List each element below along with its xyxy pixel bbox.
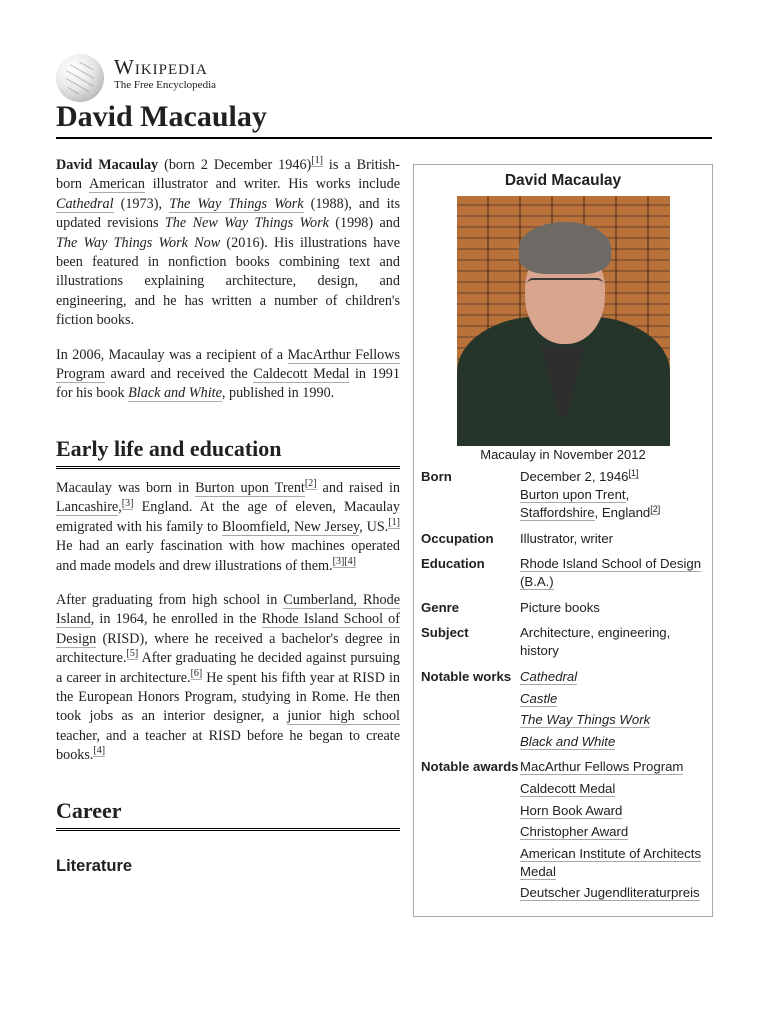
body-text: , in 1964, he enrolled in the: [90, 611, 262, 628]
infobox-row-subject: [421, 624, 705, 664]
site-wordmark[interactable]: [114, 56, 216, 91]
award-link[interactable]: Horn Book Award: [520, 802, 623, 818]
link-text: Cathedral: [520, 668, 578, 684]
reference-link[interactable]: [2]: [650, 503, 661, 514]
link-macarthur[interactable]: MacArthur Fellows Program: [56, 346, 400, 383]
intro-text: (1973),: [113, 195, 170, 212]
infobox-label: Subject: [421, 625, 469, 641]
link-burton-upon-trent[interactable]: Burton upon Trent: [520, 487, 626, 502]
award-link[interactable]: American Institute of Architects Medal: [520, 845, 702, 879]
occupation-value: Illustrator, writer: [520, 530, 614, 546]
infobox-value: [520, 530, 705, 552]
intro-text: (born 2 December 1946): [158, 157, 312, 173]
body-text: (RISD), where he received a bachelor's degree in architecture.: [56, 630, 400, 667]
intro-text: illustrator and writer. His works include: [144, 176, 400, 193]
link-bloomfield[interactable]: Bloomfield, New Jersey: [221, 518, 360, 535]
born-date: December 2, 1946: [520, 469, 629, 484]
born-place-text: , England: [594, 505, 651, 520]
separator: ,: [625, 487, 630, 502]
work-title: The New Way Things Work: [164, 215, 329, 232]
infobox-title: David Macaulay: [504, 172, 622, 189]
reference-link[interactable]: [1]: [628, 467, 639, 478]
subject-value: Architecture, engineering, history: [520, 625, 671, 659]
body-text: After graduating he decided against pursuing a career in architecture.: [56, 650, 400, 686]
link-junior-high-school[interactable]: junior high school: [287, 708, 400, 725]
reference-link[interactable]: [6]: [190, 667, 203, 679]
intro-paragraph-1: [56, 156, 400, 331]
reference-link[interactable]: [1]: [311, 155, 323, 167]
award-link[interactable]: MacArthur Fellows Program: [520, 759, 684, 775]
page-title: David Macaulay: [56, 98, 712, 139]
body-text: He had an early fascination with how machines operated and made models and drew illustrations of them.: [56, 538, 400, 574]
body-text: He spent his fifth year at RISD in the European Honors Program, studying in Rome. He then took jobs as an interior designer, a: [56, 669, 401, 725]
body-text: , US.: [359, 518, 389, 535]
reference-link[interactable]: [3]: [121, 497, 134, 509]
reference-link[interactable]: [5]: [126, 648, 139, 660]
link-the-way-things-work[interactable]: [169, 196, 303, 213]
link-risd[interactable]: Rhode Island School of Design: [56, 611, 400, 647]
intro-text: is a British-born: [56, 157, 400, 193]
work-link[interactable]: [520, 691, 557, 707]
intro-text: (1988), and its updated revisions: [56, 195, 401, 232]
link-text: Black and White: [520, 733, 616, 749]
portrait-photo[interactable]: [457, 196, 670, 446]
work-link[interactable]: [520, 734, 615, 750]
intro-paragraph-2: [56, 346, 400, 404]
infobox-row-notable-awards: [421, 758, 705, 906]
early-life-paragraph-1: [56, 479, 400, 576]
link-cathedral[interactable]: [56, 196, 114, 213]
body-text: and raised in: [316, 479, 400, 496]
award-link[interactable]: Caldecott Medal: [520, 780, 616, 796]
subsection-heading-literature: Literature: [56, 856, 133, 875]
intro-text: (2016). His illustrations have been featured in nonfiction books combining text and illustrations explaining architecture, design, and engineering, and he has written a number of children's fiction books.: [56, 234, 400, 329]
reference-link[interactable]: [1]: [388, 516, 400, 528]
link-text: Castle: [520, 690, 558, 706]
wikipedia-globe-logo[interactable]: [56, 54, 104, 102]
link-caldecott[interactable]: Caldecott Medal: [253, 366, 350, 383]
intro-text: (1998) and: [328, 215, 400, 232]
body-text: ,: [118, 499, 122, 516]
intro-text: , published in 1990.: [221, 385, 335, 402]
infobox-label: Education: [421, 556, 485, 572]
infobox-label: Notable awards: [421, 759, 519, 775]
link-cumberland[interactable]: Cumberland, Rhode Island: [56, 591, 400, 628]
infobox-row-occupation: [421, 530, 705, 552]
infobox-row-notable-works: [421, 668, 705, 754]
work-title: The Way Things Work Now: [56, 234, 221, 251]
infobox-label: Genre: [421, 599, 460, 615]
intro-text: In 2006, Macaulay was a recipient of a: [56, 346, 288, 363]
infobox-value: [520, 468, 705, 526]
subject-name: David Macaulay: [56, 157, 159, 173]
link-text: The Way Things Work: [520, 712, 651, 728]
section-heading-early-life: Early life and education: [56, 435, 400, 469]
body-text: Macaulay was born in: [56, 479, 196, 496]
infobox-row-born: [421, 468, 705, 526]
body-text: teacher, and a teacher at RISD before he began to create books.: [56, 727, 400, 764]
intro-text: award and received the: [104, 366, 254, 383]
award-link[interactable]: Deutscher Jugendliteraturpreis: [520, 885, 700, 901]
body-text: England. At the age of eleven, Macaulay emigrated with his family to: [56, 499, 400, 535]
infobox-value: [520, 668, 705, 754]
link-text: Cathedral: [56, 195, 114, 212]
link-burton-upon-trent[interactable]: Burton upon Trent: [195, 479, 305, 496]
infobox-row-education: [421, 555, 705, 595]
infobox-value: [520, 624, 705, 664]
infobox-label: Occupation: [421, 530, 494, 546]
infobox-rows: [421, 468, 705, 910]
link-american[interactable]: American: [89, 176, 145, 193]
reference-link[interactable]: [3][4]: [332, 555, 356, 567]
genre-value: Picture books: [520, 599, 600, 615]
infobox-label: Born: [421, 469, 452, 484]
infobox: [413, 164, 713, 917]
work-link[interactable]: [520, 669, 577, 685]
infobox-value: [520, 758, 705, 906]
site-tagline: The Free Encyclopedia: [114, 79, 217, 91]
intro-text: in 1991 for his book: [56, 366, 400, 402]
body-text: After graduating from high school in: [56, 591, 284, 608]
link-text: The Way Things Work: [169, 195, 304, 212]
link-text: Black and White: [128, 385, 222, 402]
award-link[interactable]: Christopher Award: [520, 824, 629, 840]
infobox-row-genre: [421, 599, 705, 621]
infobox-value: [520, 555, 705, 595]
infobox-value: [520, 599, 705, 621]
work-link[interactable]: [520, 712, 650, 728]
link-staffordshire[interactable]: Staffordshire: [520, 505, 595, 520]
site-name: Wikipedia: [114, 55, 208, 79]
reference-link[interactable]: [2]: [304, 478, 317, 490]
section-heading-career: Career: [56, 797, 400, 831]
infobox-label: Notable works: [421, 668, 512, 684]
reference-link[interactable]: [4]: [93, 745, 106, 757]
early-life-paragraph-2: [56, 591, 400, 766]
photo-caption: Macaulay in November 2012: [480, 447, 646, 462]
article-body: [56, 156, 400, 876]
link-lancashire[interactable]: Lancashire: [56, 499, 119, 516]
link-black-and-white[interactable]: [128, 385, 222, 402]
link-risd[interactable]: Rhode Island School of Design (B.A.): [520, 556, 702, 590]
